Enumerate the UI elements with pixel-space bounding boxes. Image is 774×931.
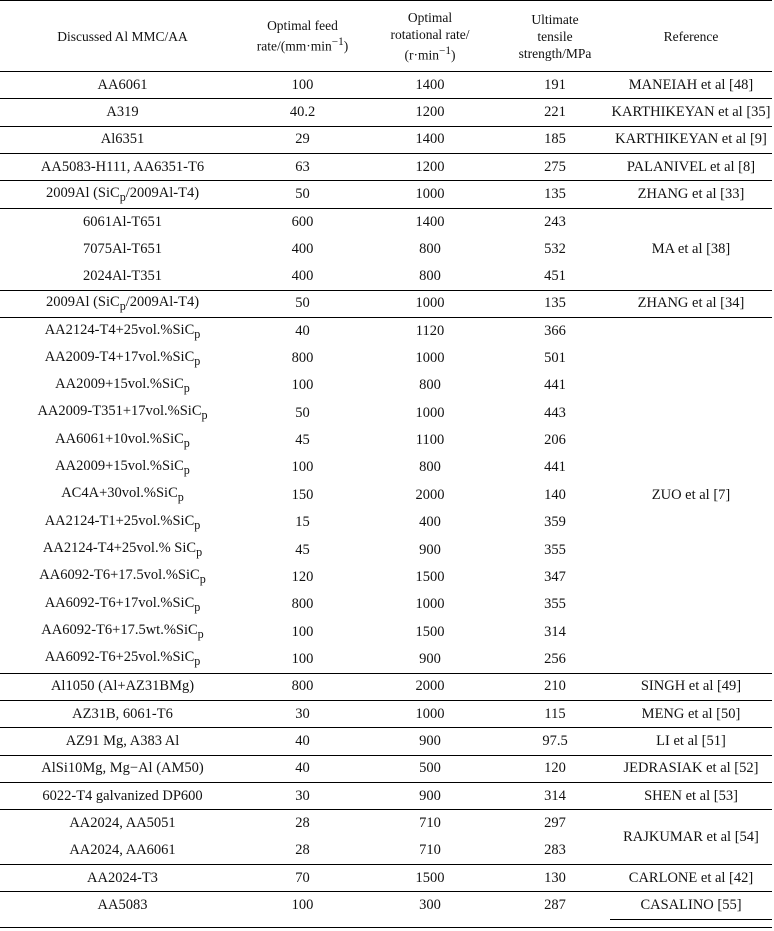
cell-rotational-rate: 1400 [360, 126, 500, 153]
cell-tensile-strength: 355 [544, 596, 566, 613]
material-text-tail: /2009Al-T4) [125, 293, 200, 310]
cell-rotational-rate: 710 [419, 842, 441, 859]
cell-tensile-strength: 355 [544, 541, 566, 558]
cell-feed-rate: 40 [245, 728, 360, 755]
cell-reference: SHEN et al [53] [610, 782, 772, 809]
header-rot-line1: Optimal [407, 9, 453, 25]
cell-tensile-strength: 275 [500, 154, 610, 181]
cell-material [0, 263, 245, 290]
cell-feed-rate: 800 [245, 673, 360, 700]
material-text: AA6092-T6+25vol.%SiC [44, 649, 195, 666]
cell-rotational-rate: 1500 [360, 864, 500, 891]
material-text: AZ91 Mg, A383 Al [65, 732, 180, 749]
table-row [0, 126, 772, 153]
header-rot-close: ) [450, 47, 456, 63]
cell-reference: MANEIAH et al [48] [610, 72, 772, 99]
header-rot-line2: rotational rate/ [390, 26, 470, 42]
cell-material [0, 427, 245, 454]
cell-rotational-rate: 1000 [360, 290, 500, 317]
material-subscript: p [199, 572, 206, 587]
cell-tensile-strength: 206 [544, 432, 566, 449]
cell-tensile-strength: 135 [500, 290, 610, 317]
material-subscript: p [194, 599, 201, 614]
header-rotational-rate [360, 1, 500, 72]
cell-rotational-rate: 2000 [415, 486, 445, 503]
cell-tensile-strength: 191 [500, 72, 610, 99]
material-text: AA6061+10vol.%SiC [55, 430, 184, 447]
cell-tensile-strength: 443 [544, 404, 566, 421]
cell-feed-rate: 30 [245, 782, 360, 809]
cell-tensile-strength: 243 [500, 208, 610, 235]
cell-reference: KARTHIKEYAN et al [9] [610, 126, 772, 153]
cell-rotational-rate: 1500 [415, 568, 445, 585]
cell-rotational-rate: 900 [360, 728, 500, 755]
material-text: AA6092-T6+17.5wt.%SiC [41, 622, 198, 639]
cell-tensile-strength: 210 [500, 673, 610, 700]
cell-tensile-strength: 441 [544, 377, 566, 394]
material-text: 2009Al (SiC [45, 184, 120, 201]
cell-feed-rate: 400 [291, 240, 314, 257]
cell-tensile-strength: 135 [500, 181, 610, 208]
cell-material [0, 810, 245, 837]
cell-feed-rate: 50 [245, 181, 360, 208]
cell-tensile-strength: 283 [544, 842, 566, 859]
material-text: AA6092-T6+17vol.%SiC [44, 594, 195, 611]
cell-feed-rate: 28 [295, 842, 310, 859]
cell-feed-rate: 120 [291, 568, 314, 585]
cell-feed-rate: 40 [245, 755, 360, 782]
table-row [0, 181, 772, 208]
cell-material [0, 536, 245, 563]
material-text: AA2024, AA6061 [69, 842, 176, 859]
cell-tensile-strength: 366 [500, 318, 610, 345]
material-subscript: p [196, 544, 203, 559]
cell-feed-rate: 50 [295, 404, 310, 421]
cell-reference: MENG et al [50] [610, 700, 772, 727]
cell-reference: ZHANG et al [34] [610, 290, 772, 317]
cell-reference: CASALINO [55] [610, 892, 772, 919]
cell-feed-rate: 28 [245, 810, 360, 837]
header-feed-line2: rate/(mm·min [256, 38, 332, 54]
cell-rotational-rate: 1000 [360, 700, 500, 727]
header-uts-line3: strength/MPa [518, 45, 592, 61]
header-feed-line1: Optimal feed [267, 18, 338, 34]
cell-rotational-rate: 710 [360, 810, 500, 837]
table-row [0, 72, 772, 99]
cell-rotational-rate: 400 [419, 514, 441, 531]
header-reference [610, 1, 772, 72]
table-row [0, 290, 772, 317]
header-reference-text: Reference [663, 28, 719, 44]
cell-tensile-strength: 185 [500, 126, 610, 153]
cell-material [0, 892, 245, 919]
table-row [0, 673, 772, 700]
material-text: AA2009-T351+17vol.%SiC [37, 403, 202, 420]
table-row [0, 700, 772, 727]
cell-tensile-strength: 347 [544, 568, 566, 585]
cell-material [0, 372, 245, 399]
material-subscript: p [194, 326, 201, 341]
cell-rotational-rate: 1500 [415, 623, 445, 640]
cell-feed-rate: 45 [295, 432, 310, 449]
material-text: AA2024, AA5051 [69, 815, 176, 832]
cell-tensile-strength: 314 [500, 782, 610, 809]
cell-tensile-strength: 297 [500, 810, 610, 837]
cell-rotational-rate: 1000 [415, 596, 445, 613]
material-text: A319 [106, 104, 139, 121]
cell-feed-rate: 100 [245, 72, 360, 99]
cell-tensile-strength: 115 [500, 700, 610, 727]
cell-feed-rate: 100 [291, 459, 314, 476]
material-subscript: p [183, 435, 190, 450]
table-row [0, 755, 772, 782]
cell-rotational-rate: 800 [419, 267, 441, 284]
cell-tensile-strength: 221 [500, 99, 610, 126]
cell-feed-rate: 100 [291, 650, 314, 667]
material-text-tail: /2009Al-T4) [125, 184, 200, 201]
cell-feed-rate: 30 [245, 700, 360, 727]
cell-material [0, 564, 245, 591]
cell-rotational-rate: 1200 [360, 99, 500, 126]
cell-material [0, 482, 245, 509]
material-text: AA2009+15vol.%SiC [55, 458, 184, 475]
header-material [0, 1, 245, 72]
table-row [0, 892, 772, 919]
table-row [0, 208, 772, 235]
cell-material [0, 782, 245, 809]
cell-rotational-rate: 900 [419, 650, 441, 667]
cell-feed-rate: 150 [291, 486, 314, 503]
cell-tensile-strength: 140 [544, 486, 566, 503]
cell-tensile-strength: 314 [544, 623, 566, 640]
cell-material [0, 345, 245, 372]
cell-material [0, 728, 245, 755]
material-text: AA6061 [97, 76, 148, 93]
cell-material [0, 591, 245, 618]
cell-rotational-rate: 900 [360, 782, 500, 809]
material-subscript: p [119, 298, 126, 313]
material-text: AA2124-T4+25vol.% SiC [42, 540, 197, 557]
cell-reference: KARTHIKEYAN et al [35] [610, 99, 772, 126]
cell-material [0, 509, 245, 536]
cell-rotational-rate: 1000 [415, 350, 445, 367]
cell-feed-rate: 15 [295, 514, 310, 531]
cell-material [0, 646, 245, 673]
cell-reference: MA et al [38] [610, 208, 772, 290]
cell-material [0, 236, 245, 263]
cell-feed-rate: 50 [245, 290, 360, 317]
header-material-text: Discussed Al MMC/AA [57, 28, 188, 44]
table-row [0, 864, 772, 891]
cell-material [0, 318, 245, 345]
material-text: AA2024-T3 [87, 869, 158, 886]
header-uts-line1: Ultimate [531, 11, 579, 27]
material-text: Al1050 (Al+AZ31BMg) [50, 678, 195, 695]
cell-rotational-rate: 500 [360, 755, 500, 782]
cell-material [0, 618, 245, 645]
header-feed-rate [245, 1, 360, 72]
material-subscript: p [194, 517, 201, 532]
material-subscript: p [183, 380, 190, 395]
table-row [0, 782, 772, 809]
cell-material [0, 154, 245, 181]
cell-tensile-strength: 287 [500, 892, 610, 919]
cell-rotational-rate: 800 [419, 377, 441, 394]
material-text: AA2124-T4+25vol.%SiC [44, 321, 195, 338]
table-row [0, 99, 772, 126]
material-subscript: p [201, 408, 208, 423]
cell-feed-rate: 100 [291, 623, 314, 640]
cell-rotational-rate: 1000 [415, 404, 445, 421]
cell-rotational-rate: 300 [360, 892, 500, 919]
cell-rotational-rate: 900 [419, 541, 441, 558]
cell-feed-rate: 400 [291, 267, 314, 284]
cell-reference: RAJKUMAR et al [54] [610, 810, 772, 865]
cell-tensile-strength: 130 [500, 864, 610, 891]
cell-material [0, 72, 245, 99]
cell-tensile-strength: 97.5 [500, 728, 610, 755]
cell-feed-rate: 100 [245, 892, 360, 919]
material-text: 7075Al-T651 [83, 240, 162, 257]
cell-rotational-rate: 1400 [360, 72, 500, 99]
cell-material [0, 99, 245, 126]
table-row [0, 154, 772, 181]
cell-reference: SINGH et al [49] [610, 673, 772, 700]
cell-tensile-strength: 532 [544, 240, 566, 257]
material-subscript: p [183, 462, 190, 477]
cell-rotational-rate: 800 [419, 240, 441, 257]
material-text: AA2009-T4+17vol.%SiC [44, 348, 195, 365]
cell-feed-rate: 800 [291, 350, 314, 367]
header-feed-close: ) [343, 38, 349, 54]
cell-feed-rate: 45 [295, 541, 310, 558]
material-text: AA5083-H111, AA6351-T6 [40, 158, 205, 175]
cell-tensile-strength: 120 [500, 755, 610, 782]
material-text: AC4A+30vol.%SiC [61, 485, 178, 502]
material-text: 6061Al-T651 [83, 213, 162, 230]
cell-feed-rate: 600 [245, 208, 360, 235]
cell-tensile-strength: 501 [544, 350, 566, 367]
header-rot-line3: (r·min [404, 47, 439, 63]
cell-reference: ZUO et al [7] [610, 318, 772, 673]
cell-tensile-strength: 256 [544, 650, 566, 667]
material-text: AA5083 [97, 897, 148, 914]
material-text: AA2009+15vol.%SiC [55, 376, 184, 392]
cell-reference: CARLONE et al [42] [610, 864, 772, 891]
cell-rotational-rate: 2000 [360, 673, 500, 700]
cell-rotational-rate: 1000 [360, 181, 500, 208]
cell-material [0, 181, 245, 208]
cell-material [0, 700, 245, 727]
cell-feed-rate: 40 [245, 318, 360, 345]
material-text: AZ31B, 6061-T6 [72, 705, 173, 722]
header-rot-exp: −1 [439, 44, 451, 57]
cell-material [0, 673, 245, 700]
cell-material [0, 864, 245, 891]
header-tensile-strength [500, 1, 610, 72]
cell-material [0, 755, 245, 782]
cell-rotational-rate: 1400 [360, 208, 500, 235]
cell-feed-rate: 40.2 [245, 99, 360, 126]
cell-material [0, 290, 245, 317]
cell-rotational-rate: 1100 [415, 432, 445, 449]
material-text: 6022-T4 galvanized DP600 [42, 787, 203, 804]
header-feed-exp: −1 [331, 36, 344, 49]
cell-reference: ZHANG et al [33] [610, 181, 772, 208]
cell-tensile-strength: 451 [544, 267, 566, 284]
cell-reference: PALANIVEL et al [8] [610, 154, 772, 181]
cell-tensile-strength: 441 [544, 459, 566, 476]
cell-reference: LI et al [51] [610, 728, 772, 755]
cell-tensile-strength: 359 [544, 514, 566, 531]
material-text: 2024Al-T351 [83, 267, 162, 284]
table-row [0, 810, 772, 837]
material-subscript: p [119, 189, 126, 204]
material-text: AlSi10Mg, Mg−Al (AM50) [41, 760, 204, 777]
material-subscript: p [177, 490, 184, 505]
material-text: 2009Al (SiC [45, 293, 120, 310]
cell-rotational-rate: 1120 [360, 318, 500, 345]
table-bottom-rule [0, 927, 772, 928]
cell-feed-rate: 800 [291, 596, 314, 613]
cell-material [0, 454, 245, 481]
material-subscript: p [197, 626, 204, 641]
cell-feed-rate: 63 [245, 154, 360, 181]
material-text: Al6351 [100, 131, 145, 148]
cell-material [0, 208, 245, 235]
table-header [0, 1, 772, 72]
cell-feed-rate: 100 [291, 377, 314, 394]
material-subscript: p [194, 654, 201, 669]
cell-rotational-rate: 1200 [360, 154, 500, 181]
cell-reference: JEDRASIAK et al [52] [610, 755, 772, 782]
cell-material [0, 400, 245, 427]
cell-material [0, 126, 245, 153]
material-text: AA2124-T1+25vol.%SiC [44, 512, 195, 529]
table-row [0, 728, 772, 755]
cell-material [0, 837, 245, 864]
cell-feed-rate: 29 [245, 126, 360, 153]
material-text: AA6092-T6+17.5vol.%SiC [39, 567, 200, 584]
cell-feed-rate: 70 [245, 864, 360, 891]
header-uts-line2: tensile [537, 28, 573, 44]
cell-rotational-rate: 800 [419, 459, 441, 476]
table-row [0, 318, 772, 345]
material-subscript: p [194, 353, 201, 368]
table-body [0, 72, 772, 920]
